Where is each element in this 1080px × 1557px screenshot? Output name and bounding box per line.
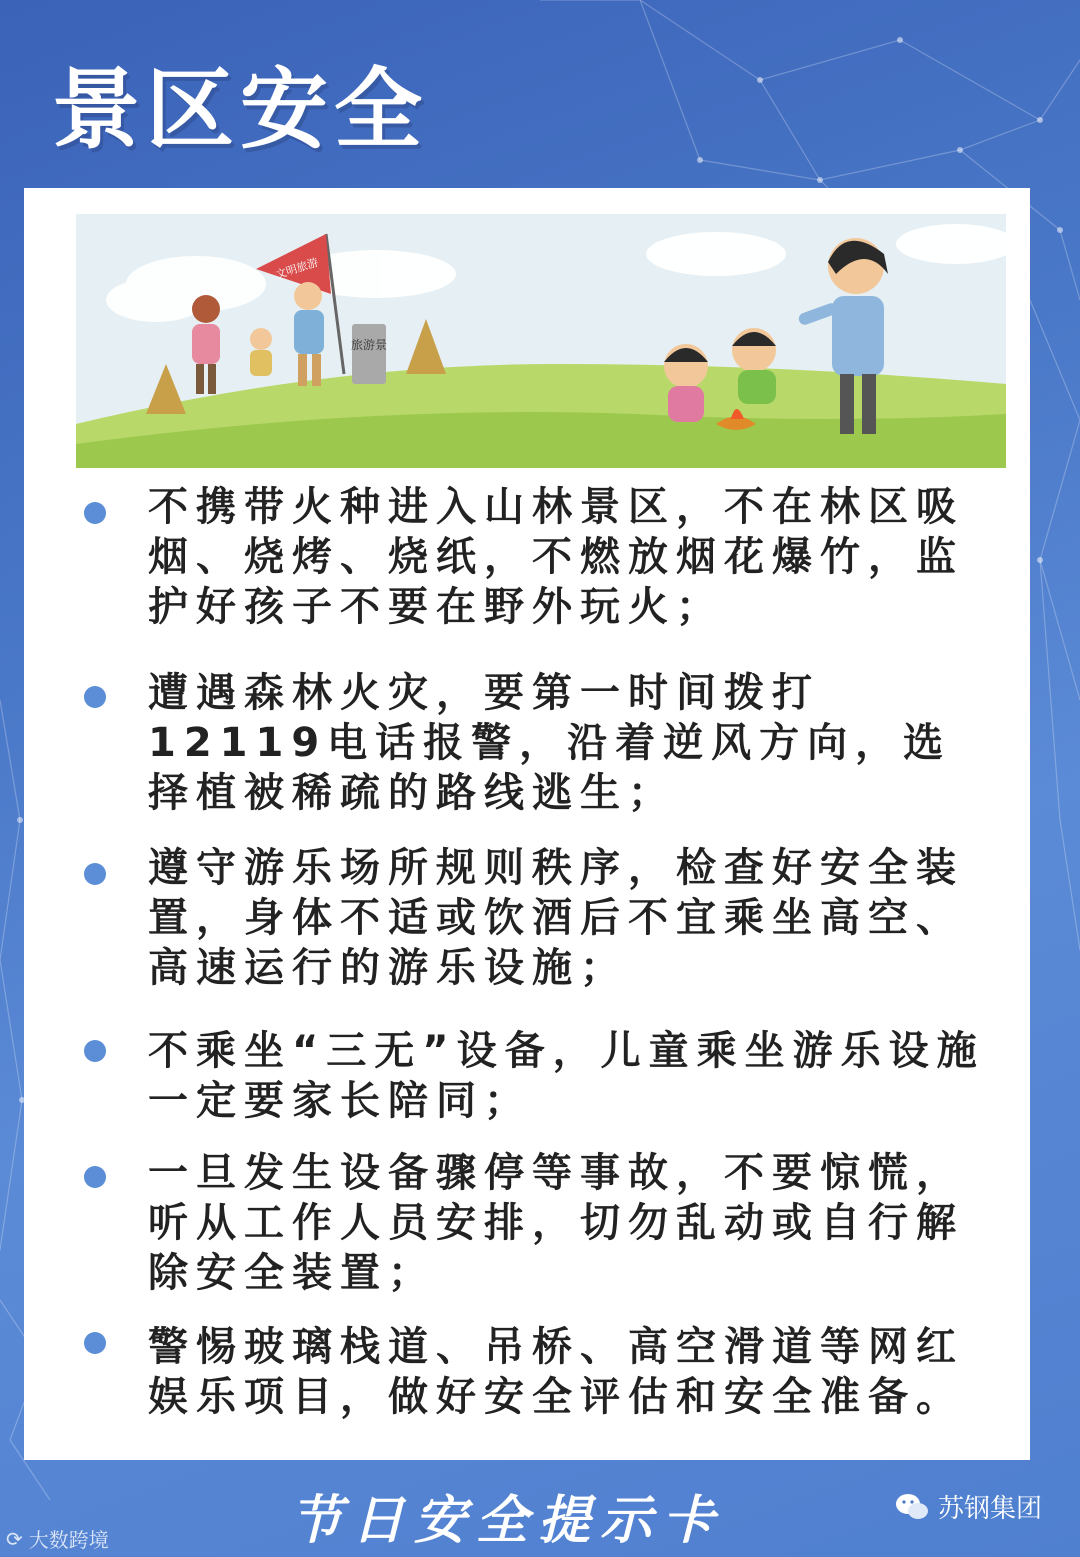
list-item-text: 警惕玻璃栈道、吊桥、高空滑道等网红娱乐项目，做好安全评估和安全准备。: [148, 1324, 964, 1420]
content-card: [24, 188, 1030, 1460]
list-item-text: 不乘坐“三无”设备，儿童乘坐游乐设施一定要家长陪同；: [148, 1028, 985, 1124]
bullet-icon: [84, 502, 106, 524]
watermark-logo-icon: ⟳: [6, 1526, 23, 1551]
bullet-icon: [84, 863, 106, 885]
list-item-text: 遭遇森林火灾，要第一时间拨打12119电话报警，沿着逆风方向，选择植被稀疏的路线逃生；: [148, 670, 952, 816]
scenic-safety-illustration: [76, 214, 1006, 468]
wechat-icon: [894, 1492, 930, 1522]
page-title: 景区安全: [52, 58, 429, 161]
watermark-text: 大数跨境: [28, 1528, 109, 1552]
brand-label: [894, 1488, 1042, 1525]
list-item-text: 一旦发生设备骤停等事故，不要惊慌，听从工作人员安排，切勿乱动或自行解除安全装置；: [148, 1150, 964, 1296]
flag-text: 文明旅游: [273, 255, 320, 282]
bullet-icon: [84, 1040, 106, 1062]
stone-marker: [352, 324, 386, 384]
bullet-icon: [84, 686, 106, 708]
sign-text: 旅游景: [350, 338, 388, 352]
list-item-text: 不携带火种进入山林景区，不在林区吸烟、烧烤、烧纸，不燃放烟花爆竹，监护好孩子不要在野外玩火；: [148, 484, 964, 630]
footer-title: 节日安全提示卡: [290, 1491, 725, 1551]
list-item-text: 遵守游乐场所规则秩序，检查好安全装置，身体不适或饮酒后不宜乘坐高空、高速运行的游乐设施；: [148, 845, 964, 991]
bullet-icon: [84, 1332, 106, 1354]
brand-name: 苏钢集团: [938, 1494, 1043, 1524]
watermark: [6, 1524, 109, 1553]
bullet-icon: [84, 1166, 106, 1188]
